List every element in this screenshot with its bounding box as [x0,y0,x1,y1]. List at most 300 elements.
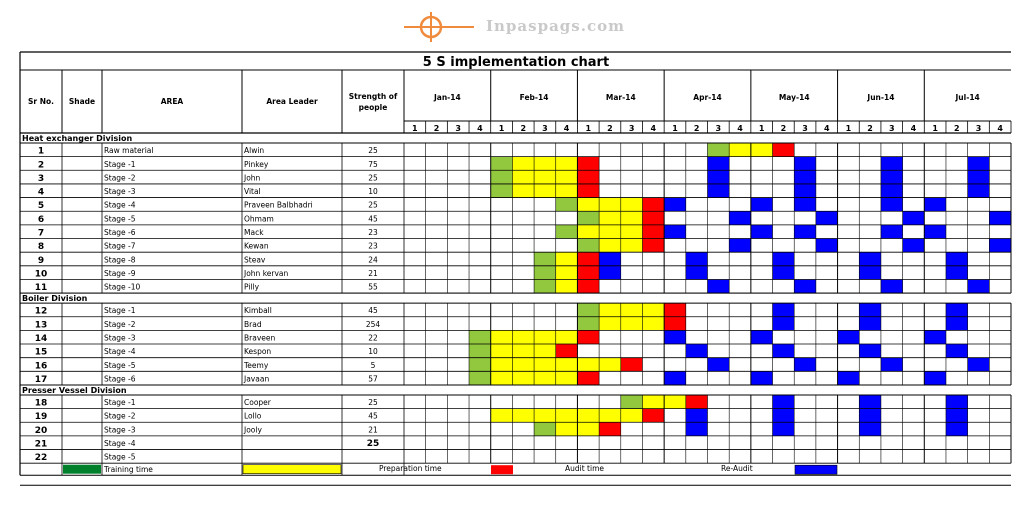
area-leader-name: Alwin [244,146,265,156]
schedule-cell [642,211,664,225]
schedule-cell [599,409,621,423]
schedule-cell [773,395,795,409]
schedule-cell [794,170,816,184]
area-leader-name: Lollo [244,411,262,421]
schedule-cell [838,330,860,344]
week-header: 4 [997,124,1003,133]
strength-value: 25 [368,398,378,408]
month-header: Jun-14 [867,93,895,102]
week-header: 1 [412,124,418,133]
week-header: 1 [672,124,678,133]
schedule-cell [512,170,534,184]
chart-title: 5 S implementation chart [422,55,610,70]
area-leader-name: John kervan [244,268,289,278]
schedule-cell [621,303,643,317]
month-header: Jul-14 [955,93,980,102]
schedule-cell [773,317,795,331]
header-sr-no: Sr No. [28,97,54,106]
sr-number: 18 [34,398,48,409]
schedule-cell [903,211,925,225]
area-leader-name: Teemy [244,360,269,370]
schedule-cell [642,198,664,212]
schedule-cell [773,303,795,317]
area-leader-name: Ohmam [244,214,274,224]
schedule-cell [968,279,990,293]
schedule-cell [946,252,968,266]
area-name: Stage -1 [104,159,136,169]
week-header: 3 [715,124,722,133]
schedule-cell [664,303,686,317]
sr-number: 5 [37,201,45,212]
week-header: 2 [433,124,440,133]
schedule-cell [599,198,621,212]
strength-value: 25 [366,439,380,450]
month-header: May-14 [778,93,810,102]
schedule-cell [556,198,578,212]
schedule-cell [859,409,881,423]
schedule-cell [642,409,664,423]
sr-number: 7 [37,228,45,239]
schedule-cell [621,409,643,423]
strength-value: 5 [370,360,376,370]
schedule-cell [599,211,621,225]
area-name: Stage -4 [104,200,136,210]
area-leader-name: Kespon [244,347,272,357]
schedule-cell [621,395,643,409]
strength-value: 25 [368,146,378,156]
week-header: 4 [650,124,657,133]
schedule-cell [729,211,751,225]
area-name: Stage -3 [104,187,136,197]
area-name: Stage -9 [104,268,136,278]
week-header: 4 [563,124,570,133]
strength-value: 45 [368,306,378,316]
schedule-cell [816,211,838,225]
schedule-cell [512,184,534,198]
schedule-cell [642,303,664,317]
schedule-cell [642,395,664,409]
schedule-cell [577,211,599,225]
schedule-cell [708,279,730,293]
schedule-cell [621,211,643,225]
schedule-cell [577,279,599,293]
schedule-cell [577,157,599,171]
schedule-cell [946,344,968,358]
week-header: 4 [910,124,917,133]
header-strength: people [358,103,388,112]
schedule-cell [686,409,708,423]
sr-number: 11 [34,283,48,294]
sr-number: 20 [34,425,48,436]
week-header: 3 [975,124,982,133]
month-header: Jan-14 [433,93,461,102]
schedule-cell [881,170,903,184]
schedule-cell [512,409,534,423]
schedule-cell [577,170,599,184]
schedule-cell [968,170,990,184]
schedule-cell [469,344,491,358]
schedule-cell [512,371,534,385]
area-name: Stage -7 [104,241,136,251]
schedule-cell [577,252,599,266]
strength-value: 55 [368,282,378,292]
schedule-cell [708,184,730,198]
schedule-cell [664,330,686,344]
week-header: 3 [455,124,461,133]
week-header: 2 [520,124,527,133]
schedule-cell [708,143,730,157]
area-leader-name: Jooly [244,425,262,435]
area-name: Stage -4 [104,439,136,449]
schedule-cell [599,358,621,372]
schedule-cell [512,358,534,372]
sr-number: 22 [34,453,48,464]
sr-number: 13 [34,320,48,331]
schedule-cell [794,184,816,198]
strength-value: 21 [368,425,378,435]
schedule-cell [968,358,990,372]
area-name: Stage -4 [104,347,136,357]
schedule-cell [686,252,708,266]
week-header: 3 [888,124,895,133]
training-legend-label: Training time [104,465,153,475]
schedule-cell [686,395,708,409]
schedule-cell [491,170,513,184]
schedule-cell [556,225,578,239]
schedule-cell [469,358,491,372]
reaudit-legend-swatch [795,465,837,474]
schedule-cell [968,184,990,198]
week-header: 3 [628,124,635,133]
schedule-cell [577,225,599,239]
schedule-cell [794,157,816,171]
sr-number: 12 [34,306,48,317]
schedule-cell [577,198,599,212]
division-header: Presser Vessel Division [22,385,127,395]
schedule-cell [686,422,708,436]
sr-number: 16 [34,361,48,372]
schedule-cell [751,371,773,385]
week-header: 2 [867,124,873,133]
schedule-cell [946,266,968,280]
schedule-cell [751,330,773,344]
schedule-cell [577,330,599,344]
schedule-cell [664,395,686,409]
area-leader-name: Kewan [244,241,269,251]
schedule-cell [729,239,751,253]
sr-number: 9 [37,255,45,266]
schedule-cell [664,317,686,331]
schedule-cell [491,358,513,372]
schedule-cell [708,358,730,372]
schedule-cell [534,371,556,385]
schedule-cell [534,409,556,423]
schedule-cell [577,358,599,372]
schedule-cell [686,266,708,280]
schedule-cell [556,252,578,266]
area-leader-name: Vital [244,187,261,197]
area-name: Raw material [104,146,154,156]
schedule-cell [859,317,881,331]
schedule-cell [859,344,881,358]
schedule-cell [599,225,621,239]
week-header: 2 [693,124,700,133]
area-name: Stage -5 [104,452,136,462]
week-header: 1 [932,124,938,133]
area-leader-name: Cooper [244,398,271,408]
schedule-cell [534,184,556,198]
month-header: Mar-14 [605,93,636,102]
area-name: Stage -8 [104,255,136,265]
sr-number: 2 [37,160,45,171]
area-leader-name: Pilly [244,282,260,292]
schedule-cell [881,198,903,212]
strength-value: 24 [368,255,378,265]
area-leader-name: John [244,173,261,183]
area-name: Stage -10 [104,282,141,292]
schedule-cell [989,211,1011,225]
area-name: Stage -5 [104,360,136,370]
schedule-cell [534,170,556,184]
schedule-cell [556,279,578,293]
schedule-cell [534,344,556,358]
week-header: 4 [823,124,830,133]
area-leader-name: Javaan [244,374,270,384]
header-area: AREA [160,97,184,106]
schedule-cell [838,371,860,385]
strength-value: 57 [368,374,378,384]
sr-number: 19 [34,412,48,423]
schedule-cell [946,395,968,409]
division-header: Heat exchanger Division [22,133,133,143]
schedule-cell [968,157,990,171]
schedule-cell [556,409,578,423]
division-header: Boiler Division [22,294,88,304]
schedule-cell [577,317,599,331]
sr-number: 8 [37,242,45,253]
schedule-cell [534,279,556,293]
week-header: 1 [758,124,765,133]
schedule-cell [924,371,946,385]
schedule-cell [621,198,643,212]
sr-number: 17 [34,374,48,385]
sr-number: 15 [34,347,48,358]
header-shade: Shade [68,97,96,106]
schedule-cell [946,409,968,423]
schedule-cell [642,239,664,253]
sr-number: 6 [37,214,45,225]
schedule-cell [556,184,578,198]
schedule-cell [599,266,621,280]
schedule-cell [534,422,556,436]
week-header: 1 [845,124,852,133]
schedule-cell [556,170,578,184]
area-leader-name: Praveen Balbhadri [244,200,313,210]
schedule-cell [491,330,513,344]
schedule-cell [816,239,838,253]
area-name: Stage -5 [104,214,136,224]
area-leader-name: Pinkey [244,159,269,169]
schedule-cell [556,358,578,372]
header-strength: Strength of [348,92,398,101]
schedule-cell [556,344,578,358]
schedule-cell [577,422,599,436]
week-header: 2 [607,124,613,133]
area-name: Stage -2 [104,319,136,329]
area-leader-name: Steav [244,255,266,265]
schedule-cell [664,371,686,385]
schedule-cell [556,422,578,436]
preparation-legend-label: Preparation time [379,464,442,474]
header-area-leader: Area Leader [266,97,318,106]
schedule-cell [708,157,730,171]
schedule-cell [469,371,491,385]
area-name: Stage -1 [104,398,136,408]
schedule-cell [794,358,816,372]
schedule-cell [621,225,643,239]
schedule-cell [773,143,795,157]
schedule-cell [577,184,599,198]
schedule-cell [924,330,946,344]
audit-legend-swatch [491,465,513,474]
schedule-cell [946,303,968,317]
schedule-cell [556,157,578,171]
strength-value: 25 [368,173,378,183]
schedule-cell [686,344,708,358]
schedule-cell [946,422,968,436]
schedule-cell [881,184,903,198]
schedule-cell [881,225,903,239]
week-header: 1 [585,124,592,133]
week-header: 2 [780,124,787,133]
sr-number: 14 [34,334,48,345]
schedule-cell [773,409,795,423]
strength-value: 25 [368,200,378,210]
week-header: 1 [498,124,505,133]
schedule-cell [599,422,621,436]
schedule-cell [794,198,816,212]
schedule-cell [512,330,534,344]
schedule-cell [794,225,816,239]
schedule-cell [751,143,773,157]
month-header: Feb-14 [519,93,549,102]
schedule-cell [577,303,599,317]
schedule-cell [534,252,556,266]
schedule-cell [577,239,599,253]
schedule-cell [859,303,881,317]
area-name: Stage -1 [104,306,136,316]
week-header: 4 [477,124,483,133]
sr-number: 3 [37,173,45,184]
training-legend-swatch [63,465,101,474]
schedule-cell [534,358,556,372]
schedule-cell [751,225,773,239]
schedule-cell [924,225,946,239]
area-name: Stage -6 [104,374,136,384]
schedule-cell [556,266,578,280]
week-header: 2 [954,124,960,133]
schedule-cell [491,157,513,171]
schedule-cell [621,317,643,331]
schedule-cell [512,157,534,171]
strength-value: 23 [368,228,378,238]
schedule-cell [946,317,968,331]
schedule-cell [469,330,491,344]
week-header: 3 [802,124,808,133]
schedule-cell [599,252,621,266]
schedule-cell [773,422,795,436]
schedule-cell [577,409,599,423]
strength-value: 22 [368,333,378,343]
schedule-cell [642,225,664,239]
sr-number: 4 [37,187,45,198]
schedule-cell [491,184,513,198]
schedule-cell [708,170,730,184]
site-brand: Inpaspags.com [486,17,625,35]
schedule-cell [534,330,556,344]
schedule-cell [773,252,795,266]
schedule-cell [751,198,773,212]
strength-value: 45 [368,411,378,421]
reaudit-legend-label: Re-Audit [721,464,753,474]
strength-value: 75 [368,159,378,169]
schedule-cell [859,395,881,409]
sr-number: 1 [37,146,45,157]
schedule-cell [599,317,621,331]
schedule-cell [859,266,881,280]
schedule-cell [599,303,621,317]
strength-value: 10 [368,187,378,197]
schedule-cell [621,239,643,253]
schedule-cell [924,198,946,212]
schedule-cell [903,239,925,253]
week-header: 4 [737,124,743,133]
schedule-cell [512,344,534,358]
schedule-cell [773,266,795,280]
week-header: 3 [542,124,548,133]
schedule-cell [534,157,556,171]
schedule-cell [556,330,578,344]
schedule-cell [729,143,751,157]
schedule-cell [664,225,686,239]
schedule-cell [599,239,621,253]
schedule-cell [491,409,513,423]
schedule-cell [577,371,599,385]
schedule-cell [642,317,664,331]
preparation-legend-swatch [243,465,341,474]
schedule-cell [859,252,881,266]
sr-number: 10 [34,269,48,280]
schedule-cell [491,371,513,385]
strength-value: 254 [365,319,381,329]
area-name: Stage -6 [104,228,136,238]
schedule-cell [881,157,903,171]
area-leader-name: Mack [244,228,264,238]
strength-value: 10 [368,347,378,357]
schedule-cell [989,239,1011,253]
strength-value: 45 [368,214,378,224]
area-leader-name: Kimball [244,306,272,316]
area-name: Stage -3 [104,333,136,343]
month-header: Apr-14 [693,93,722,102]
area-name: Stage -3 [104,425,136,435]
schedule-cell [577,266,599,280]
audit-legend-label: Audit time [565,464,604,474]
schedule-cell [534,266,556,280]
schedule-cell [881,358,903,372]
area-name: Stage -2 [104,173,136,183]
area-leader-name: Brad [244,319,262,329]
